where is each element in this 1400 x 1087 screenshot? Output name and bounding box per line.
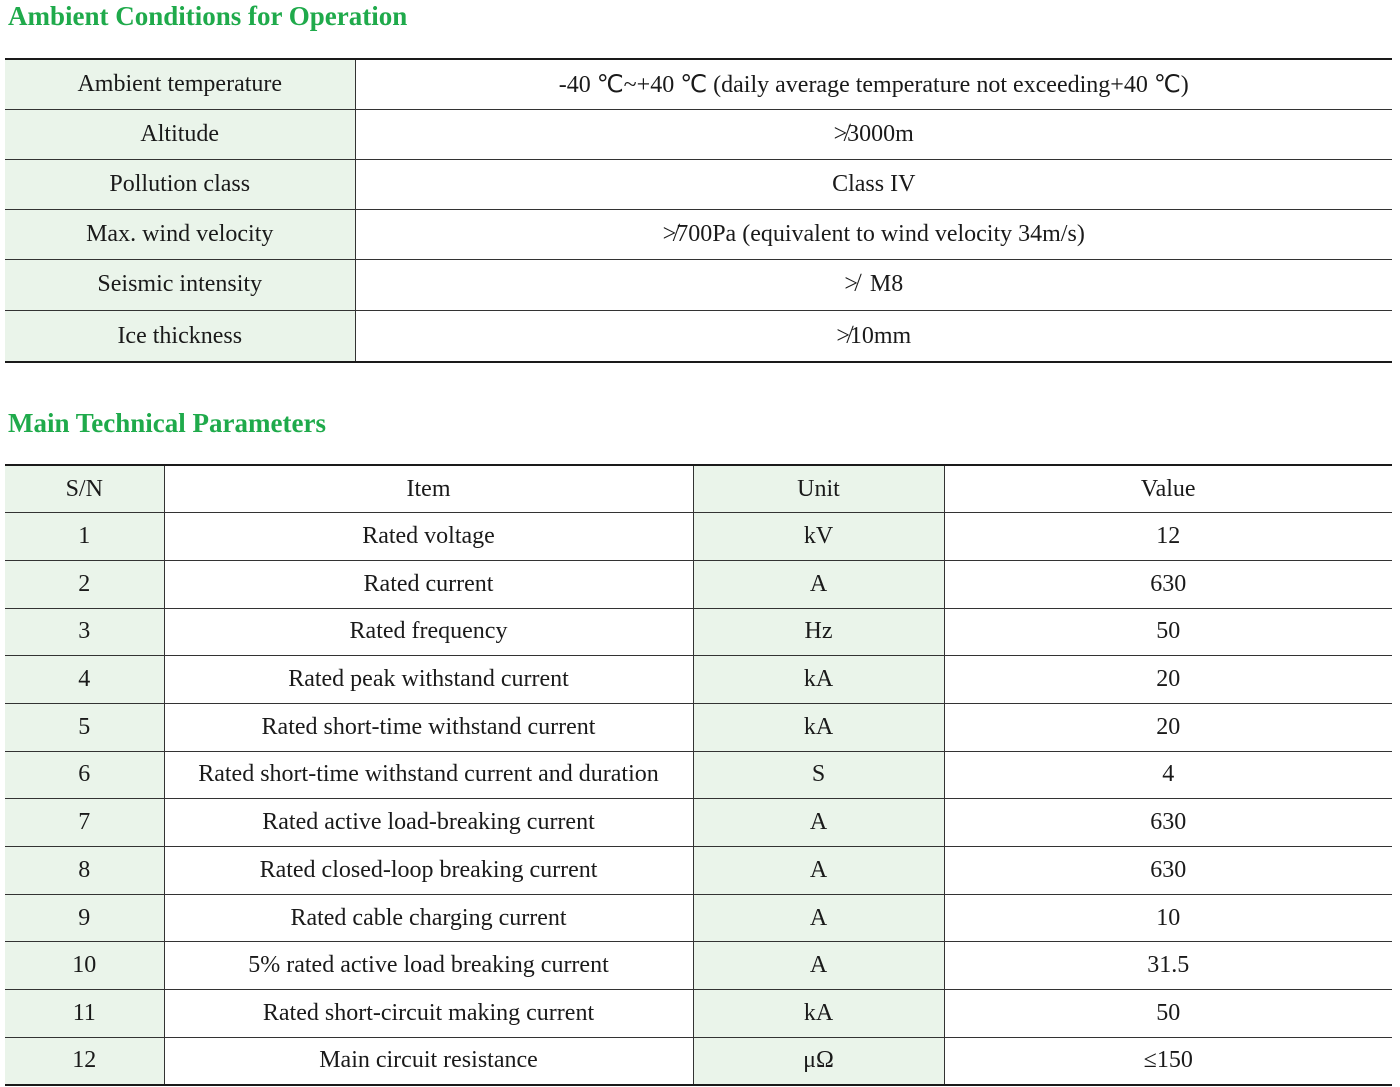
table-row [5, 894, 1392, 942]
ambient-label: Ambient temperature [5, 59, 355, 109]
cell-value: 630 [944, 560, 1392, 608]
cell-unit: A [693, 799, 944, 847]
table-row [5, 59, 1392, 109]
ambient-value: ≯10mm [836, 322, 912, 349]
cell-value: 4 [944, 751, 1392, 799]
cell-unit: μΩ [693, 1037, 944, 1085]
cell-sn: 8 [5, 847, 164, 895]
cell-unit: Hz [693, 608, 944, 656]
table-row [5, 159, 1392, 209]
cell-value: 10 [944, 894, 1392, 942]
cell-unit: A [693, 560, 944, 608]
table-row [5, 259, 1392, 311]
cell-value: 50 [944, 990, 1392, 1038]
cell-unit: kV [693, 513, 944, 561]
column-header-unit: Unit [693, 465, 944, 513]
cell-value: ≤150 [944, 1037, 1392, 1085]
cell-value: 630 [944, 847, 1392, 895]
table-row [5, 109, 1392, 159]
cell-value: 50 [944, 608, 1392, 656]
cell-sn: 7 [5, 799, 164, 847]
cell-item: Rated short-circuit making current [164, 990, 693, 1038]
ambient-conditions-title: Ambient Conditions for Operation [8, 1, 408, 31]
table-row [5, 799, 1392, 847]
cell-value: 630 [944, 799, 1392, 847]
cell-sn: 9 [5, 894, 164, 942]
cell-item: Rated peak withstand current [164, 656, 693, 704]
cell-sn: 6 [5, 751, 164, 799]
cell-sn: 4 [5, 656, 164, 704]
technical-parameters-table [5, 464, 1392, 1086]
cell-item: Rated voltage [164, 513, 693, 561]
ambient-value: -40 ℃~+40 ℃ (daily average temperature not exceeding+40 ℃) [355, 59, 1392, 109]
cell-item: Main circuit resistance [164, 1037, 693, 1085]
ambient-label: Ice thickness [5, 311, 355, 363]
ambient-conditions-table [5, 58, 1392, 363]
table-row [5, 1037, 1392, 1085]
table-row [5, 751, 1392, 799]
cell-sn: 10 [5, 942, 164, 990]
cell-sn: 12 [5, 1037, 164, 1085]
ambient-value: ≯ M8 [355, 259, 1392, 311]
cell-sn: 1 [5, 513, 164, 561]
table-row [5, 608, 1392, 656]
table-row [5, 703, 1392, 751]
cell-item: Rated short-time withstand current [164, 703, 693, 751]
ambient-label: Seismic intensity [5, 259, 355, 311]
table-row [5, 311, 1392, 363]
parameters-body [5, 513, 1392, 1085]
cell-sn: 2 [5, 560, 164, 608]
ambient-label: Pollution class [5, 159, 355, 209]
cell-item: Rated closed-loop breaking current [164, 847, 693, 895]
cell-unit: kA [693, 703, 944, 751]
cell-sn: 11 [5, 990, 164, 1038]
cell-value: 31.5 [944, 942, 1392, 990]
ambient-label: Max. wind velocity [5, 209, 355, 259]
cell-value: 20 [944, 703, 1392, 751]
cell-unit: A [693, 847, 944, 895]
cell-unit: S [693, 751, 944, 799]
cell-item: Rated short-time withstand current and duration [164, 751, 693, 799]
table-row [5, 847, 1392, 895]
table-header-row [5, 465, 1392, 513]
table-row [5, 656, 1392, 704]
cell-unit: kA [693, 656, 944, 704]
table-row [5, 513, 1392, 561]
cell-value: 12 [944, 513, 1392, 561]
column-header-sn: S/N [5, 465, 164, 513]
table-row [5, 560, 1392, 608]
cell-unit: A [693, 894, 944, 942]
cell-unit: kA [693, 990, 944, 1038]
main-parameters-title: Main Technical Parameters [8, 408, 326, 438]
column-header-value: Value [944, 465, 1392, 513]
cell-item: Rated frequency [164, 608, 693, 656]
table-row [5, 990, 1392, 1038]
cell-item: Rated active load-breaking current [164, 799, 693, 847]
cell-sn: 5 [5, 703, 164, 751]
cell-item: 5% rated active load breaking current [164, 942, 693, 990]
ambient-label: Altitude [5, 109, 355, 159]
table-row [5, 942, 1392, 990]
cell-item: Rated cable charging current [164, 894, 693, 942]
cell-unit: A [693, 942, 944, 990]
cell-item: Rated current [164, 560, 693, 608]
table-row [5, 209, 1392, 259]
ambient-value: ≯3000m [355, 109, 1392, 159]
cell-sn: 3 [5, 608, 164, 656]
ambient-value: ≯700Pa (equivalent to wind velocity 34m/s) [355, 209, 1392, 259]
column-header-item: Item [164, 465, 693, 513]
ambient-value: Class IV [355, 159, 1392, 209]
cell-value: 20 [944, 656, 1392, 704]
